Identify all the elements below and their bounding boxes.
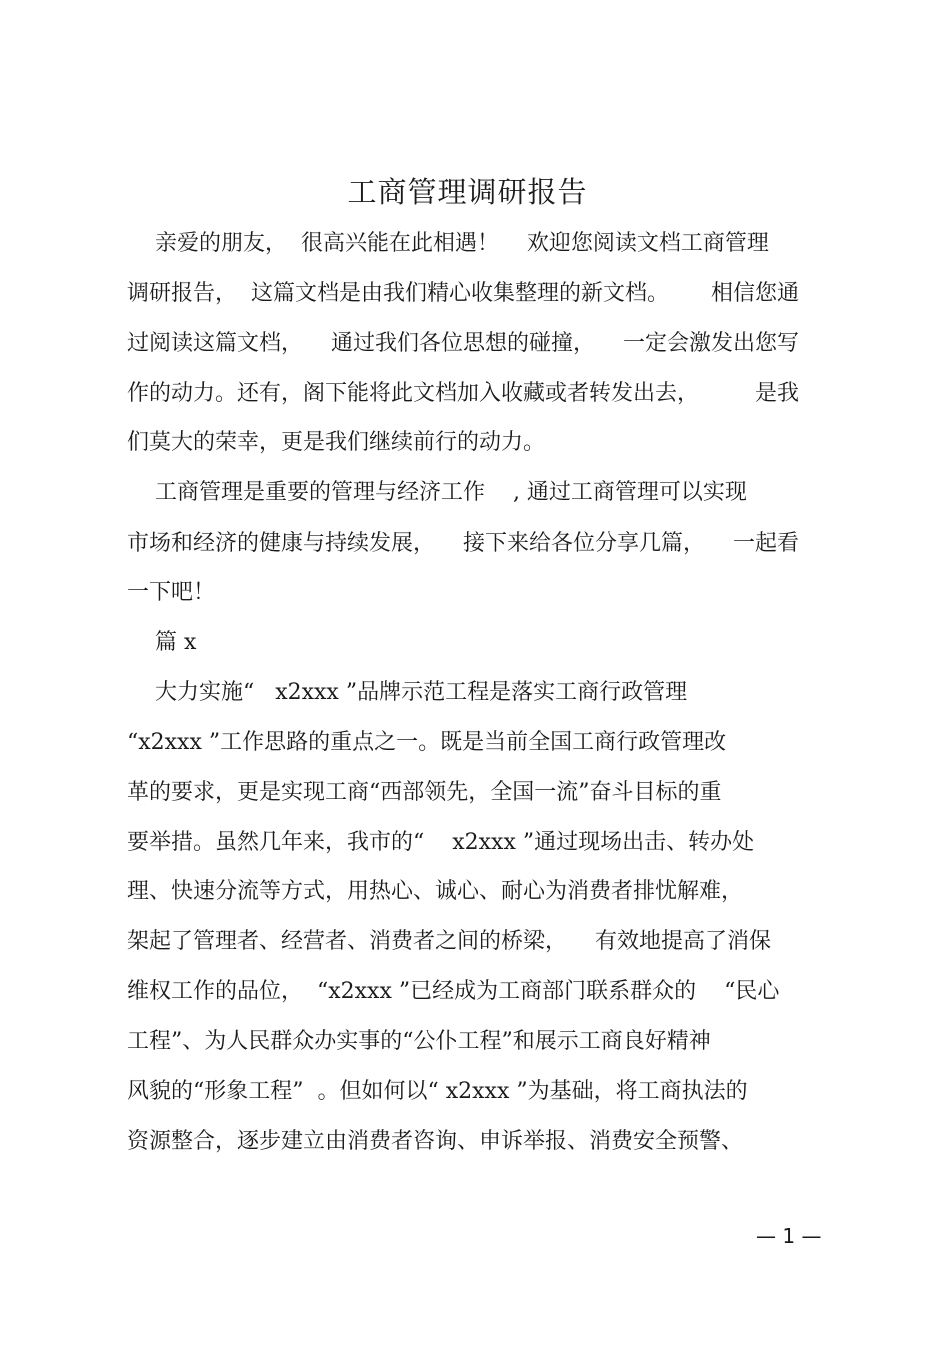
body-line-18: 风貌的“形象工程” 。但如何以“ x2xxx ”为基础，将工商执法的 (127, 1079, 748, 1104)
body-line-14: 理、快速分流等方式，用热心、诚心、耐心为消费者排忧解难， (127, 879, 744, 904)
page-number: — 1 — (756, 1224, 822, 1248)
body-line-2: 调研报告， 这篇文档是由我们精心收集整理的新文档。 相信您通 (127, 281, 799, 306)
body-line-17: 工程”、为人民群众办实事的“公仆工程”和展示工商良好精神 (127, 1029, 711, 1054)
body-line-16: 维权工作的品位， “x2xxx ”已经成为工商部门联系群众的 “民心 (127, 979, 780, 1004)
body-line-7: 市场和经济的健康与持续发展， 接下来给各位分享几篇， 一起看 (127, 531, 799, 556)
section-heading: 篇 x (127, 630, 197, 655)
body-line-1: 亲爱的朋友， 很高兴能在此相遇！ 欢迎您阅读文档工商管理 (127, 231, 769, 256)
body-line-11: “x2xxx ”工作思路的重点之一。既是当前全国工商行政管理改 (127, 730, 727, 755)
body-line-10: 大力实施“ x2xxx ”品牌示范工程是落实工商行政管理 (127, 680, 688, 705)
body-line-5: 们莫大的荣幸，更是我们继续前行的动力。 (127, 430, 546, 455)
body-line-8: 一下吧！ (127, 580, 216, 605)
body-line-4: 作的动力。还有，阁下能将此文档加入收藏或者转发出去， 是我 (127, 381, 799, 406)
document-title: 工商管理调研报告 (347, 175, 588, 209)
body-line-15: 架起了管理者、经营者、消费者之间的桥梁， 有效地提高了消保 (127, 929, 771, 954)
body-line-12: 革的要求，更是实现工商“西部领先，全国一流”奋斗目标的重 (127, 780, 722, 805)
body-line-3: 过阅读这篇文档， 通过我们各位思想的碰撞， 一定会激发出您写 (127, 331, 799, 356)
body-line-13: 要举措。虽然几年来，我市的“ x2xxx ”通过现场出击、转办处 (127, 830, 755, 855)
body-line-19: 资源整合，逐步建立由消费者咨询、申诉举报、消费安全预警、 (127, 1129, 744, 1154)
body-line-6: 工商管理是重要的管理与经济工作 , 通过工商管理可以实现 (127, 480, 747, 505)
